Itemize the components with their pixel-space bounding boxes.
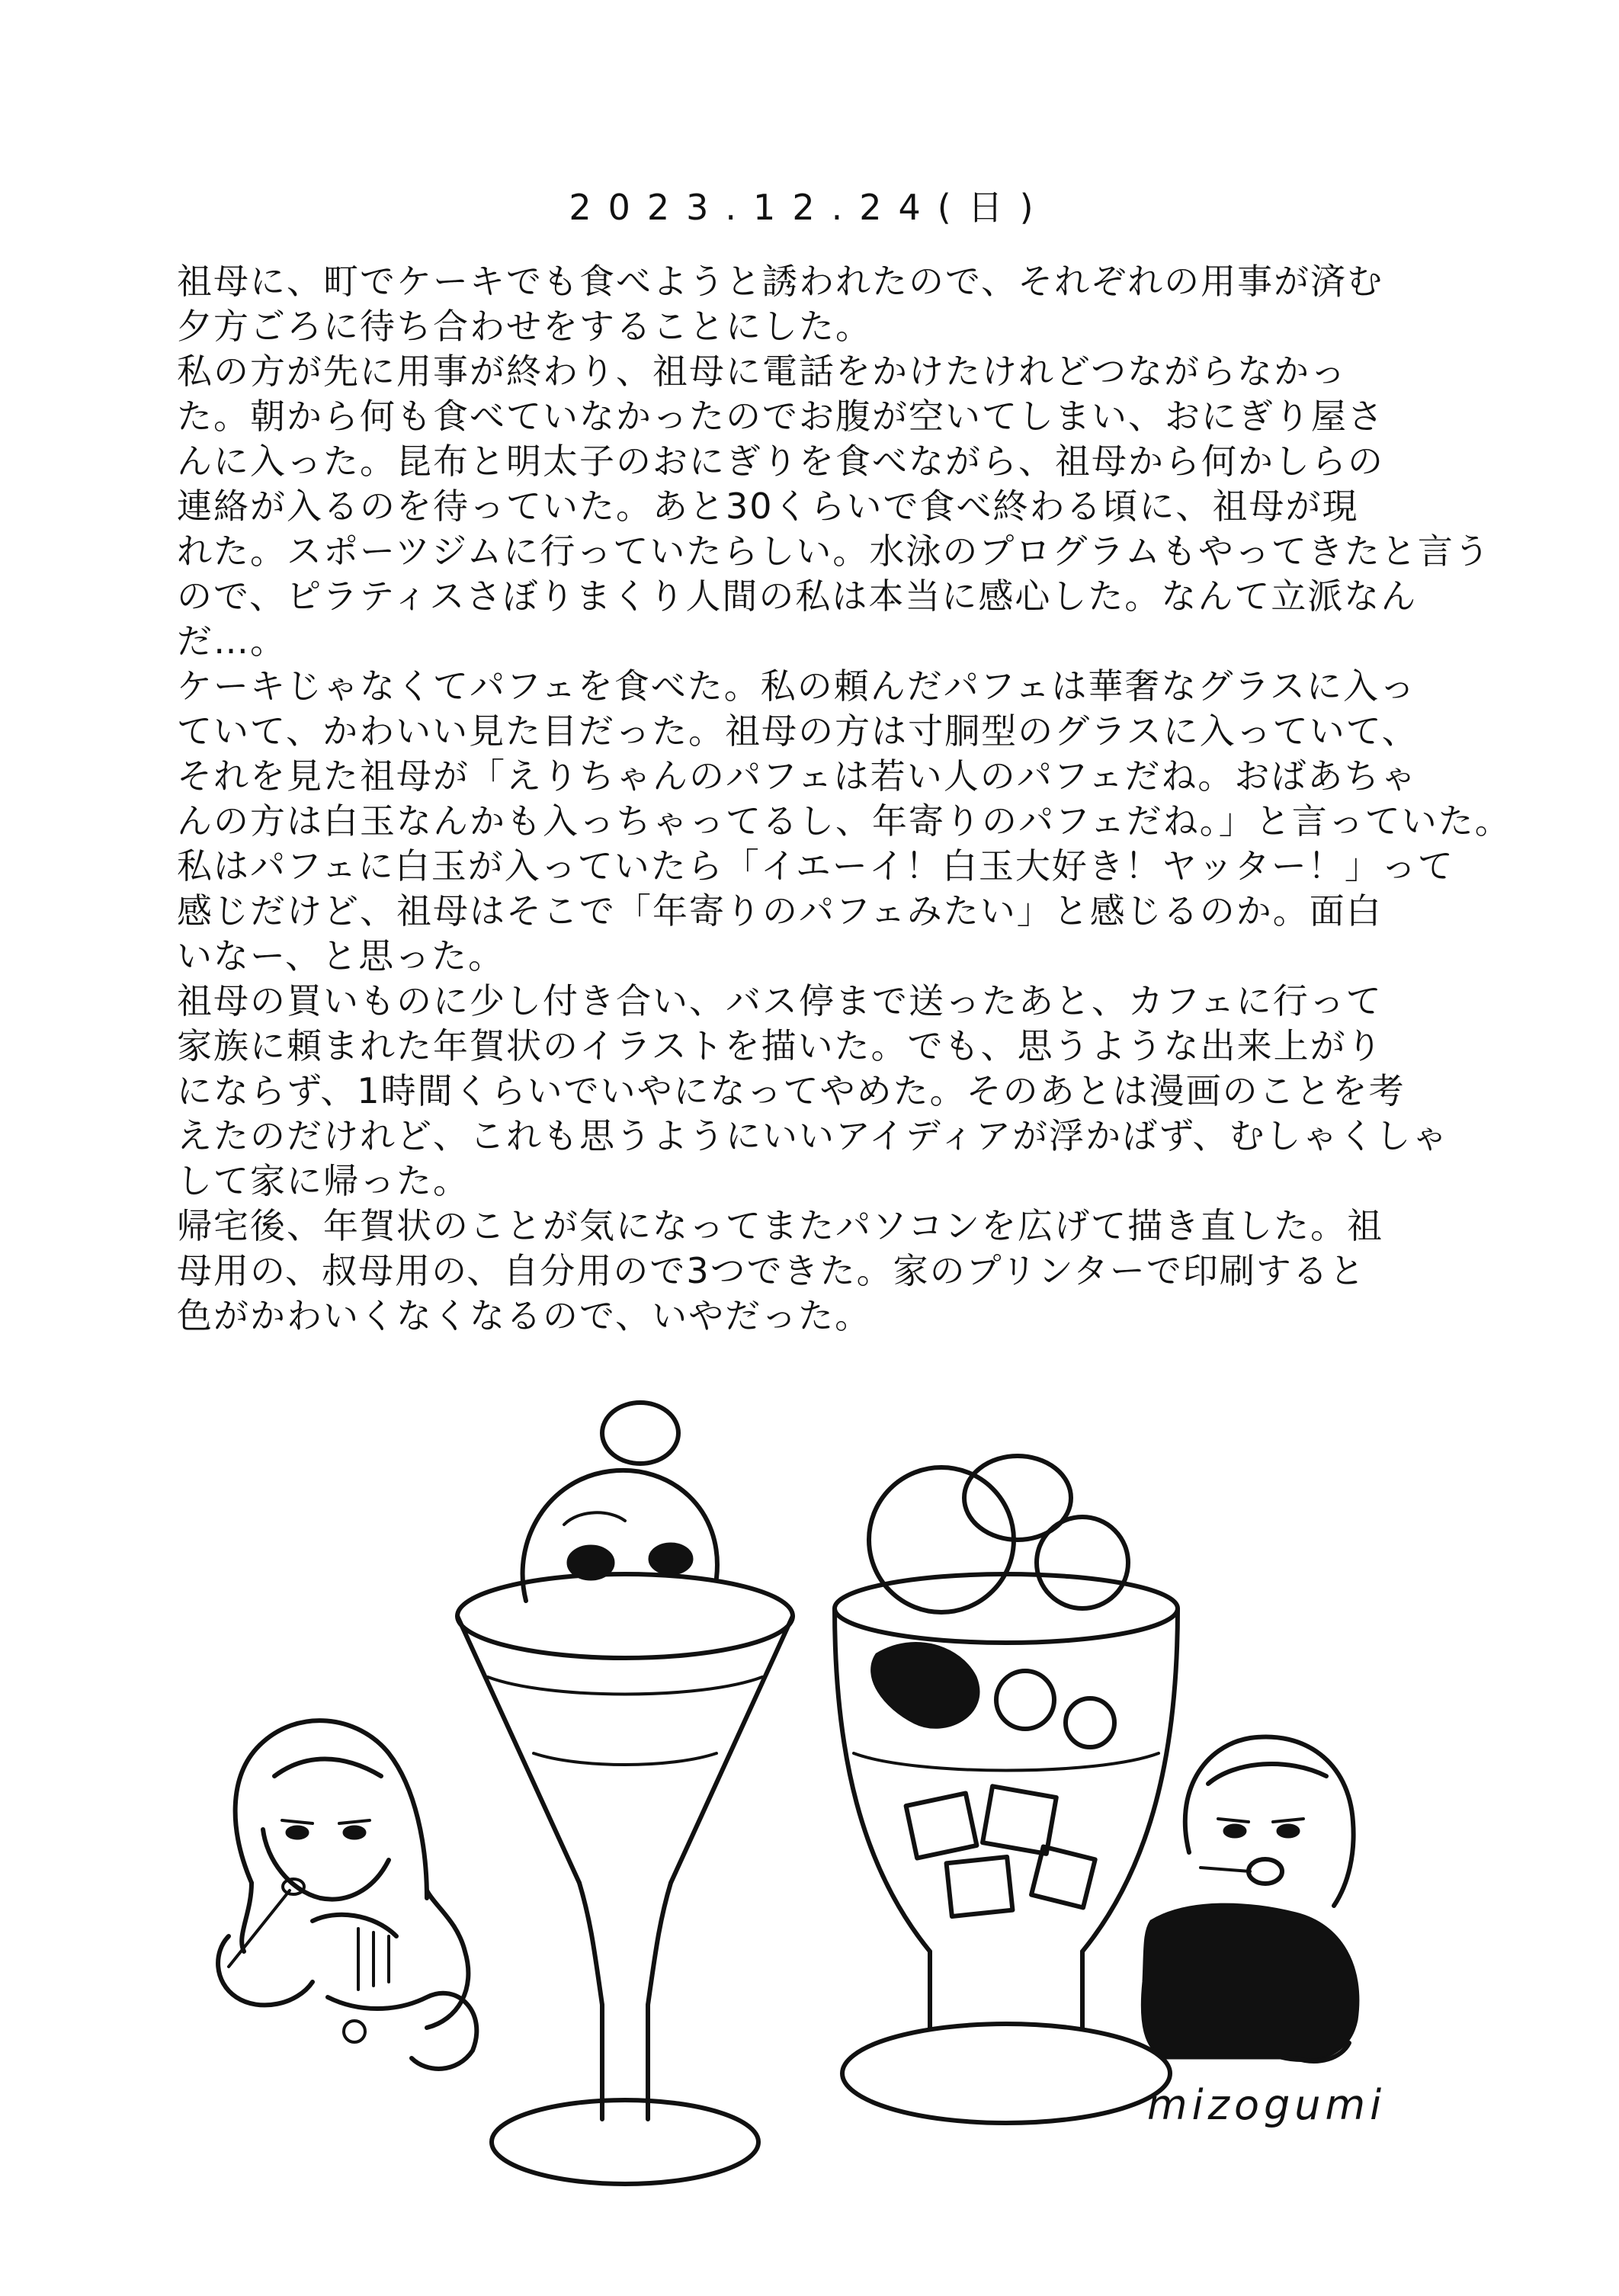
diary-line: 私はパフェに白玉が入っていたら「イエーイ！白玉大好き！ヤッター！」って (177, 845, 1454, 887)
diary-line: 連絡が入るのを待っていた。あと30くらいで食べ終わる頃に、祖母が現 (177, 486, 1359, 527)
diary-line: ていて、かわいい見た目だった。祖母の方は寸胴型のグラスに入っていて、 (177, 710, 1419, 752)
diary-line: して家に帰った。 (177, 1160, 470, 1201)
diary-line: 私の方が先に用事が終わり、祖母に電話をかけたけれどつながらなかっ (177, 351, 1348, 392)
diary-line: た。朝から何も食べていなかったのでお腹が空いてしまい、おにぎり屋さ (177, 396, 1384, 437)
diary-line: 帰宅後、年賀状のことが気になってまたパソコンを広げて描き直した。祖 (177, 1205, 1384, 1246)
diary-line: んの方は白玉なんかも入っちゃってるし、年寄りのパフェだね。」と言っていた。 (177, 800, 1512, 842)
diary-line: 家族に頼まれた年賀状のイラストを描いた。でも、思うような出来上がり (177, 1025, 1383, 1066)
diary-line: 夕方ごろに待ち合わせをすることにした。 (177, 306, 872, 347)
diary-line: だ…。 (177, 620, 287, 662)
diary-line: 祖母の買いものに少し付き合い、バス停まで送ったあと、カフェに行って (177, 980, 1383, 1021)
diary-line: いなー、と思った。 (177, 935, 505, 976)
diary-date: 2023.12.24(日) (569, 187, 1050, 228)
diary-line: れた。スポーツジムに行っていたらしい。水泳のプログラムもやってきたと言う (177, 531, 1491, 572)
tall-parfait-glass-icon (457, 1403, 793, 2184)
artist-signature: mizogumi (1147, 2081, 1387, 2129)
diary-line: ので、ピラティスさぼりまくり人間の私は本当に感心した。なんて立派なん (177, 576, 1418, 617)
diary-line: 母用の、叔母用の、自分用ので3つできた。家のプリンターで印刷すると (177, 1250, 1366, 1291)
diary-line: 感じだけど、祖母はそこで「年寄りのパフェみたい」と感じるのか。面白 (177, 890, 1383, 932)
diary-line: 色がかわいくなくなるので、いやだった。 (177, 1295, 872, 1336)
woman-eating-icon (218, 1720, 476, 2069)
short-parfait-glass-icon (835, 1456, 1178, 2123)
diary-line: んに入った。昆布と明太子のおにぎりを食べながら、祖母から何かしらの (177, 441, 1384, 482)
diary-line: 祖母に、町でケーキでも食べようと誘われたので、それぞれの用事が済む (177, 261, 1384, 302)
diary-line: にならず、1時間くらいでいやになってやめた。そのあとは漫画のことを考 (177, 1070, 1406, 1111)
diary-line: えたのだけれど、これも思うようにいいアイディアが浮かばず、むしゃくしゃ (177, 1115, 1449, 1156)
diary-line: ケーキじゃなくてパフェを食べた。私の頼んだパフェは華奢なグラスに入っ (177, 665, 1417, 707)
diary-line: それを見た祖母が「えりちゃんのパフェは若い人のパフェだね。おばあちゃ (177, 755, 1418, 797)
grandmother-eating-icon (1142, 1736, 1358, 2060)
